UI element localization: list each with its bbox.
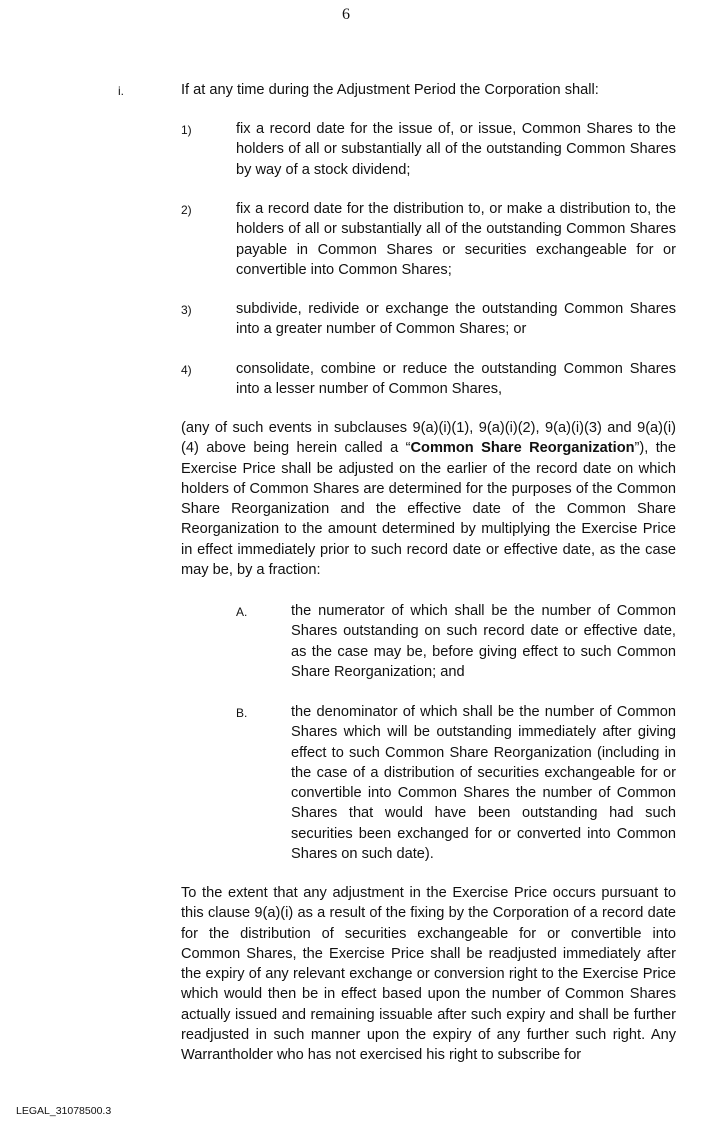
fraction-item: the denominator of which shall be the number of Common Shares which will be outstanding immediately after giving effect to such Common Share Reorganization (including in the case of a distribution of securities exchangeable for or convertible into Common Shares the number of Common Shares that would have been outstanding had such securities been exchanged for or converted into Common Shares on such date). [291, 704, 676, 863]
item-marker: 2) [181, 203, 192, 217]
list-item: fix a record date for the issue of, or issue, Common Shares to the holders of all or substantially all of the outstanding Common Shares by way of a stock dividend; [236, 121, 676, 178]
item-marker: 1) [181, 123, 192, 137]
fraction-item: the numerator of which shall be the number of Common Shares outstanding on such record date or effective date, as the case may be, before giving effect to such Common Share Reorganization; and [291, 603, 676, 680]
list-item: consolidate, combine or reduce the outstanding Common Shares into a lesser number of Common Shares, [236, 361, 676, 398]
list-item: fix a record date for the distribution to, or make a distribution to, the holders of all or substantially all of the outstanding Common Shares payable in Common Shares or securities exchangeable for or convertible into Common Shares; [236, 201, 676, 278]
closing-paragraph: To the extent that any adjustment in the Exercise Price occurs pursuant to this clause 9(a)(i) as a result of the fixing by the Corporation of a record date for the distribution of securities exchangeable for or convertible into Common Shares, the Exercise Price shall be readjusted immediately after the expiry of any relevant exchange or conversion right to the Exercise Price which would then be in effect based upon the number of Common Shares actually issued and remaining issuable after such expiry and shall be further readjusted in such manner upon the expiry of any further such right. Any Warrantholder who has not exercised his right to subscribe for [181, 885, 676, 1064]
page-number: 6 [342, 6, 350, 23]
item-marker: 3) [181, 303, 192, 317]
fraction-marker: A. [236, 605, 248, 619]
reorganization-paragraph [181, 418, 676, 580]
fraction-marker: B. [236, 706, 248, 720]
item-marker: 4) [181, 363, 192, 377]
defined-term: Common Share Reorganization [410, 440, 635, 457]
reorganization-text-after: ”), the Exercise Price shall be adjusted on the earlier of the record date on which holders of Common Shares are determined for the purposes of the Common Share Reorganization and the effective date of the Common Share Reorganization to the amount determined by multiplying the Exercise Price in effect immediately prior to such record date or effective date, as the case may be, by a fraction: [181, 440, 677, 579]
section-marker: i. [118, 84, 124, 98]
reorganization-text-before: (any of such events in subclauses 9(a)(i)(1), 9(a)(i)(2), 9(a)(i)(3) and 9(a)(i)(4) above being herein called a “ [181, 420, 676, 457]
document-footer: LEGAL_31078500.3 [16, 1105, 112, 1117]
section-intro: If at any time during the Adjustment Period the Corporation shall: [181, 82, 599, 98]
list-item: subdivide, redivide or exchange the outstanding Common Shares into a greater number of Common Shares; or [236, 301, 676, 338]
